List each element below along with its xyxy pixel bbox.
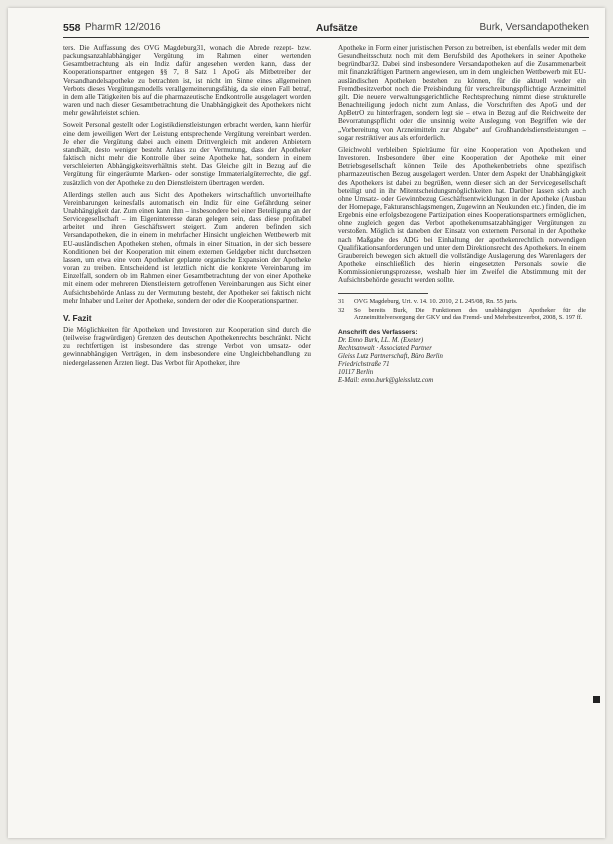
- header-rule: [63, 37, 589, 38]
- page-number: 558: [63, 22, 81, 34]
- paragraph: Apotheke in Form einer juristischen Person zu betreiben, ist ebenfalls weder mit dem Gesundheitsschutz noch mit dem Berufsbild des Apothekers in seiner Apotheke begründbar32. Dabei sind insbesondere Versandapotheken auf die Zusammenarbeit mit finanzkräftigen Partnern angewiesen, um in dem ungleichen Wettbewerb mit EU-ausländischen Apotheken bestehen zu können, für die aktuell weder ein Fremdbesitzverbot noch die Preisbindung für verschreibungspflichtige Arzneimittel gilt. Die neuere verwaltungsgerichtliche Rechtsprechung nimmt diese strukturelle Benachteiligung jedoch nicht zum Anlass, die Vorschriften des ApoG und der ApBetrO zu hinterfragen, sondern legt sie – etwa in Bezug auf die Reichweite der Bevorratungspflicht oder die unsinnig weite Auslegung von Begriffen wie der „Vorbereitung von Arzneimitteln zur Abgabe“ auf Großhandelsdienstleistungen – sogar restriktiver aus als erforderlich.: [338, 44, 586, 142]
- address-line: 10117 Berlin: [338, 369, 374, 377]
- journal-citation: PharmR 12/2016: [85, 22, 161, 33]
- paragraph: Soweit Personal gestellt oder Logistikdienstleistungen erbracht werden, kann hierfür eine dem jeweiligen Wert der Leistung entsprechende Vergütung vereinbart werden. Je eher die Vergütung dabei auch einem Drittvergleich mit anderen Anbietern standhält, desto weniger besteht Anlass zu der Vermutung, dass der Apotheker faktisch nicht mehr die Kontrolle über seine Apotheke hat, sondern in einem verschleierten Abhängigkeitsverhältnis steht. Das Gleiche gilt in Bezug auf die Vergütung für eingeräumte Marken- oder sonstige Immaterialgüterrechte, die ggf. zusätzlich von der Apotheke zu den Dienstleistern übertragen werden.: [63, 121, 311, 187]
- footnote: [338, 298, 586, 305]
- address-heading: Anschrift des Verfassers:: [338, 329, 418, 337]
- address-line: Rechtsanwalt · Associated Partner: [338, 345, 432, 353]
- running-head: Burk, Versandapotheken: [479, 22, 589, 33]
- footnote-rule: [338, 293, 428, 294]
- address-line: Dr. Enno Burk, LL. M. (Exeter): [338, 337, 424, 345]
- paragraph: Gleichwohl verbleiben Spielräume für eine Kooperation von Apotheken und Investoren. Insbesondere über eine Kooperation der Apotheke mit einer Betriebsgesellschaft können Teile des Apothekenbetriebs ohne spezifisch pharmazeutischen Bezug ausgelagert werden. Unter dem Aspekt der Unabhängigkeit des Apothekers ist dabei zu begrüßen, wenn dieser sich an der Servicegesellschaft beteiligt und in ihr Mitentscheidungsmöglichkeiten hat. Darüber lassen sich auch ohne Umsatz- oder Gewinnbezug Geschäftsentwicklungen in der Apotheke (Ausbau der Homepage, Fakturanschlagsmengen, Zugewinn an Neukunden etc.) finden, die im Ergebnis eine erfolgsbezogene Partizipation eines Kooperationspartners ermöglichen, ohne zugleich gegen das Verbot apothekenumsatzabhängiger Vergütungen zu verstoßen. Möglich ist daneben der Einsatz von externem Personal in der Apotheke nach Maßgabe des ADG bei Einhaltung der apothekenrechtlich notwendigen Qualifikationsanforderungen und unter dem Direktionsrecht des Apothekers. In einem Graubereich bewegen sich aktuell die vollständige Auslagerung des Warenlagers der Apotheke einschließlich des hierin eingesetzten Personals sowie die Kommissionierungsprozesse, weshalb hier im Zweifel die Abstimmung mit der Aufsichtsbehörde gesucht werden sollte.: [338, 145, 586, 285]
- left-column: [63, 44, 311, 367]
- address-line: Gleiss Lutz Partnerschaft, Büro Berlin: [338, 353, 443, 361]
- footnote-number: 31: [338, 297, 345, 305]
- paragraph: ters. Die Auffassung des OVG Magdeburg31, wonach die Abrede rezept- bzw. packungsanzahlabhängiger Vergütung im Rahmen einer wertenden Gesamtbetrachtung als ein Indiz dafür angesehen werden kann, dass der Kooperationspartner entgegen §§ 7, 8 Satz 1 ApoG als Mitbetreiber der Versandhandelsapotheke zu betrachten ist, ist nicht im Sinne eines allgemeinen Verbots dieses Vergütungsmodells verallgemeinerungsfähig, da sie einen Fall betraf, in dem alle Tätigkeiten bis auf die pharmazeutische Endkontrolle ausgelagert worden waren und nach dieser Gesamtbetrachtung die Unabhängigkeit des Apothekers nicht mehr gewährleistet schien.: [63, 44, 311, 118]
- footnote-text: OVG Magdeburg, Urt. v. 14. 10. 2010, 2 L 245/08, Rn. 55 juris.: [354, 297, 518, 305]
- right-column: [338, 44, 586, 385]
- section-heading: V. Fazit: [63, 312, 92, 323]
- address-email: E-Mail: enno.burk@gleisslutz.com: [338, 377, 434, 385]
- section-title: Aufsätze: [316, 23, 358, 34]
- paragraph: Die Möglichkeiten für Apotheken und Investoren zur Kooperation sind durch die (teilweise fragwürdigen) Grenzen des deutschen Apothekenrechts beschränkt. Nicht zu rechtfertigen ist insbesondere das strenge Verbot von umsatz- oder gewinnabhängigen Verträgen, in dem insbesondere eine Ungleichbehandlung zu niedergelassenen Ärzten liegt. Das Verbot für Apotheker, ihre: [63, 326, 311, 367]
- end-of-article-square-icon: [593, 696, 600, 703]
- footnote: [338, 307, 586, 322]
- author-address: [338, 329, 586, 385]
- footnote-text: So bereits Burk, Die Funktionen des unabhängigen Apotheker für die Arzneimittelversorgung der GKV und das Fremd- und Mehrbesitzverbot, 2008, S. 197 ff.: [354, 306, 586, 322]
- journal-page: [8, 8, 605, 838]
- footnote-number: 32: [338, 306, 345, 314]
- address-line: Friedrichstraße 71: [338, 361, 390, 369]
- paragraph: Allerdings stellen auch aus Sicht des Apothekers wirtschaftlich unvorteilhafte Vereinbarungen keinesfalls automatisch ein Indiz für eine Gefährdung seiner Unabhängigkeit dar. Zum einen kann ihm – insbesondere bei einer Beteiligung an der Servicegesellschaft – im Eigeninteresse daran gelegen sein, dass diese profitabel arbeitet und ihren Geschäftswert steigert. Zum anderen befinden sich Versandapotheken, die in einem in mehrfacher Hinsicht ungleichen Wettbewerb mit EU-ausländischen Apotheken stehen, oftmals in einer Situation, in der sich bessere Konditionen bei der Kooperation mit einem externen Geldgeber nicht durchsetzen lassen, um etwa eine vom Apotheker geplante organische Expansion der Apotheke voran zu treiben. Entscheidend ist letztlich nicht die konkrete Vereinbarung im Einzelfall, sondern ob im Rahmen einer Gesamtbetrachtung der von einer Apotheke mit einem oder mehreren Dienstleistern getroffenen Vereinbarungen aus Sicht einer Aufsichtsbehörde Anlass zu der Vermutung besteht, der Apotheker sei faktisch nicht mehr Inhaber und Leiter der Apotheke, sondern der oder die Kooperationspartner.: [63, 190, 311, 305]
- page-header: [63, 22, 589, 36]
